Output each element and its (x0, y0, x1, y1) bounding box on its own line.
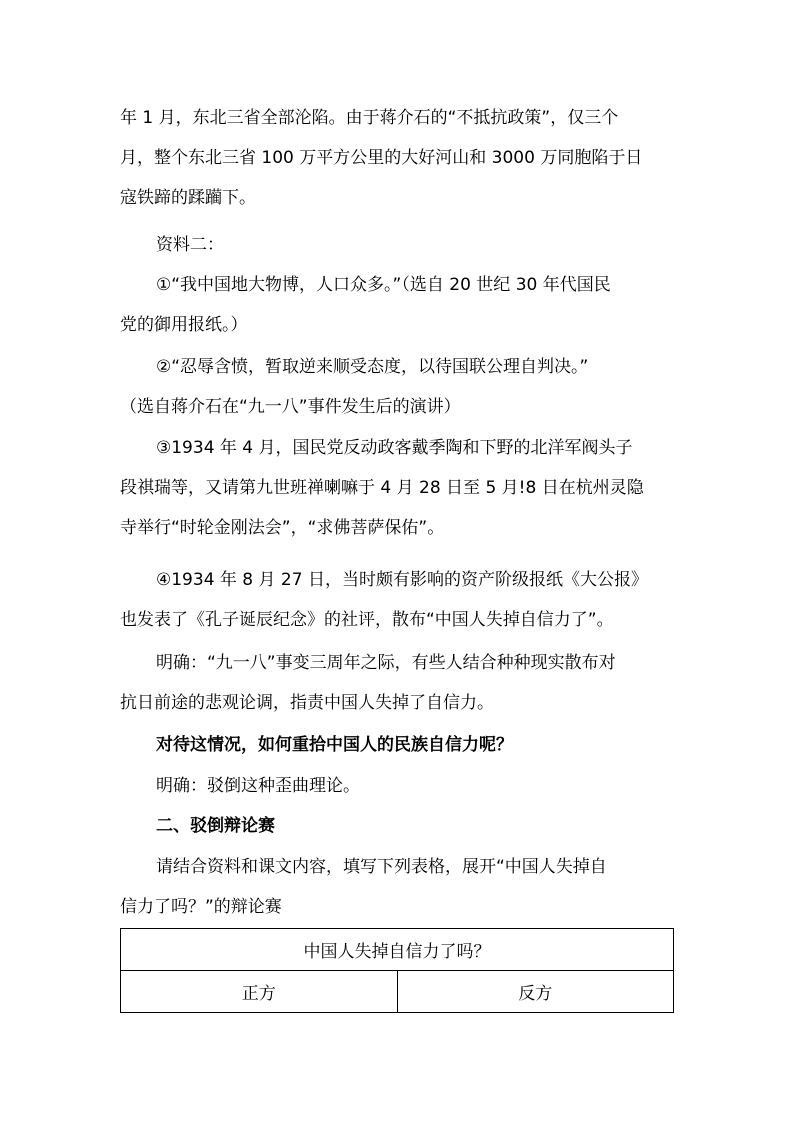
instruction-paragraph (120, 847, 676, 927)
material-item-1 (120, 265, 676, 345)
text-line: 明确：“九一八”事变三周年之际，有些人结合种种现实散布对 (156, 653, 616, 673)
text-line: ④1934 年 8 月 27 日，当时颇有影响的资产阶级报纸《大公报》 (156, 570, 648, 590)
text-line: 请结合资料和课文内容，填写下列表格，展开“中国人失掉自 (156, 857, 607, 877)
text-line: ①“我中国地大物博，人口众多。”（选自 20 世纪 30 年代国民 (156, 275, 611, 295)
pro-side-cell: 正方 (121, 971, 398, 1013)
debate-table (120, 928, 674, 1013)
material-item-2 (120, 347, 676, 427)
text-line: （选自蒋介石在“九一八”事件发生后的演讲） (120, 397, 461, 417)
heading-text: 资料二： (156, 235, 224, 255)
table-row (121, 929, 674, 971)
text-line: 年 1 月，东北三省全部沦陷。由于蒋介石的“不抵抗政策”，仅三个 (120, 108, 619, 128)
text-line: ②“忍辱含愤，暂取逆来顺受态度，以待国联公理自判决。” (156, 357, 589, 377)
section-heading-text: 二、驳倒辩论赛 (156, 816, 275, 836)
question-heading (120, 725, 676, 765)
material2-heading (120, 225, 676, 265)
text-line: ③1934 年 4 月，国民党反动政客戴季陶和下野的北洋军阀头子 (156, 438, 633, 458)
text-line: 寇铁蹄的蹂躏下。 (120, 188, 256, 208)
text-line: 寺举行“时轮金刚法会”，“求佛菩萨保佑”。 (120, 518, 445, 538)
table-title-cell: 中国人失掉自信力了吗？ (121, 929, 674, 971)
text-line: 月，整个东北三省 100 万平方公里的大好河山和 3000 万同胞陷于日 (120, 148, 643, 168)
question-text: 对待这情况，如何重拾中国人的民族自信力呢？ (156, 735, 513, 755)
clarification-2 (120, 766, 676, 806)
table-row (121, 971, 674, 1013)
material-item-3 (120, 428, 676, 548)
section2-heading (120, 806, 676, 846)
con-side-cell: 反方 (397, 971, 674, 1013)
clarification-1 (120, 643, 676, 723)
clarification-text: 明确：驳倒这种歪曲理论。 (156, 776, 360, 796)
material-item-4 (120, 560, 676, 640)
text-line: 段祺瑞等，又请第九世班禅喇嘛于 4 月 28 日至 5 月!8 日在杭州灵隐 (120, 478, 644, 498)
text-line: 也发表了《孔子诞辰纪念》的社评，散布“中国人失掉自信力了”。 (120, 610, 614, 630)
paragraph-history-intro (120, 98, 676, 218)
text-line: 信力了吗？”的辩论赛 (120, 897, 282, 917)
text-line: 党的御用报纸。） (120, 315, 248, 335)
text-line: 抗日前途的悲观论调，指责中国人失掉了自信力。 (120, 693, 494, 713)
